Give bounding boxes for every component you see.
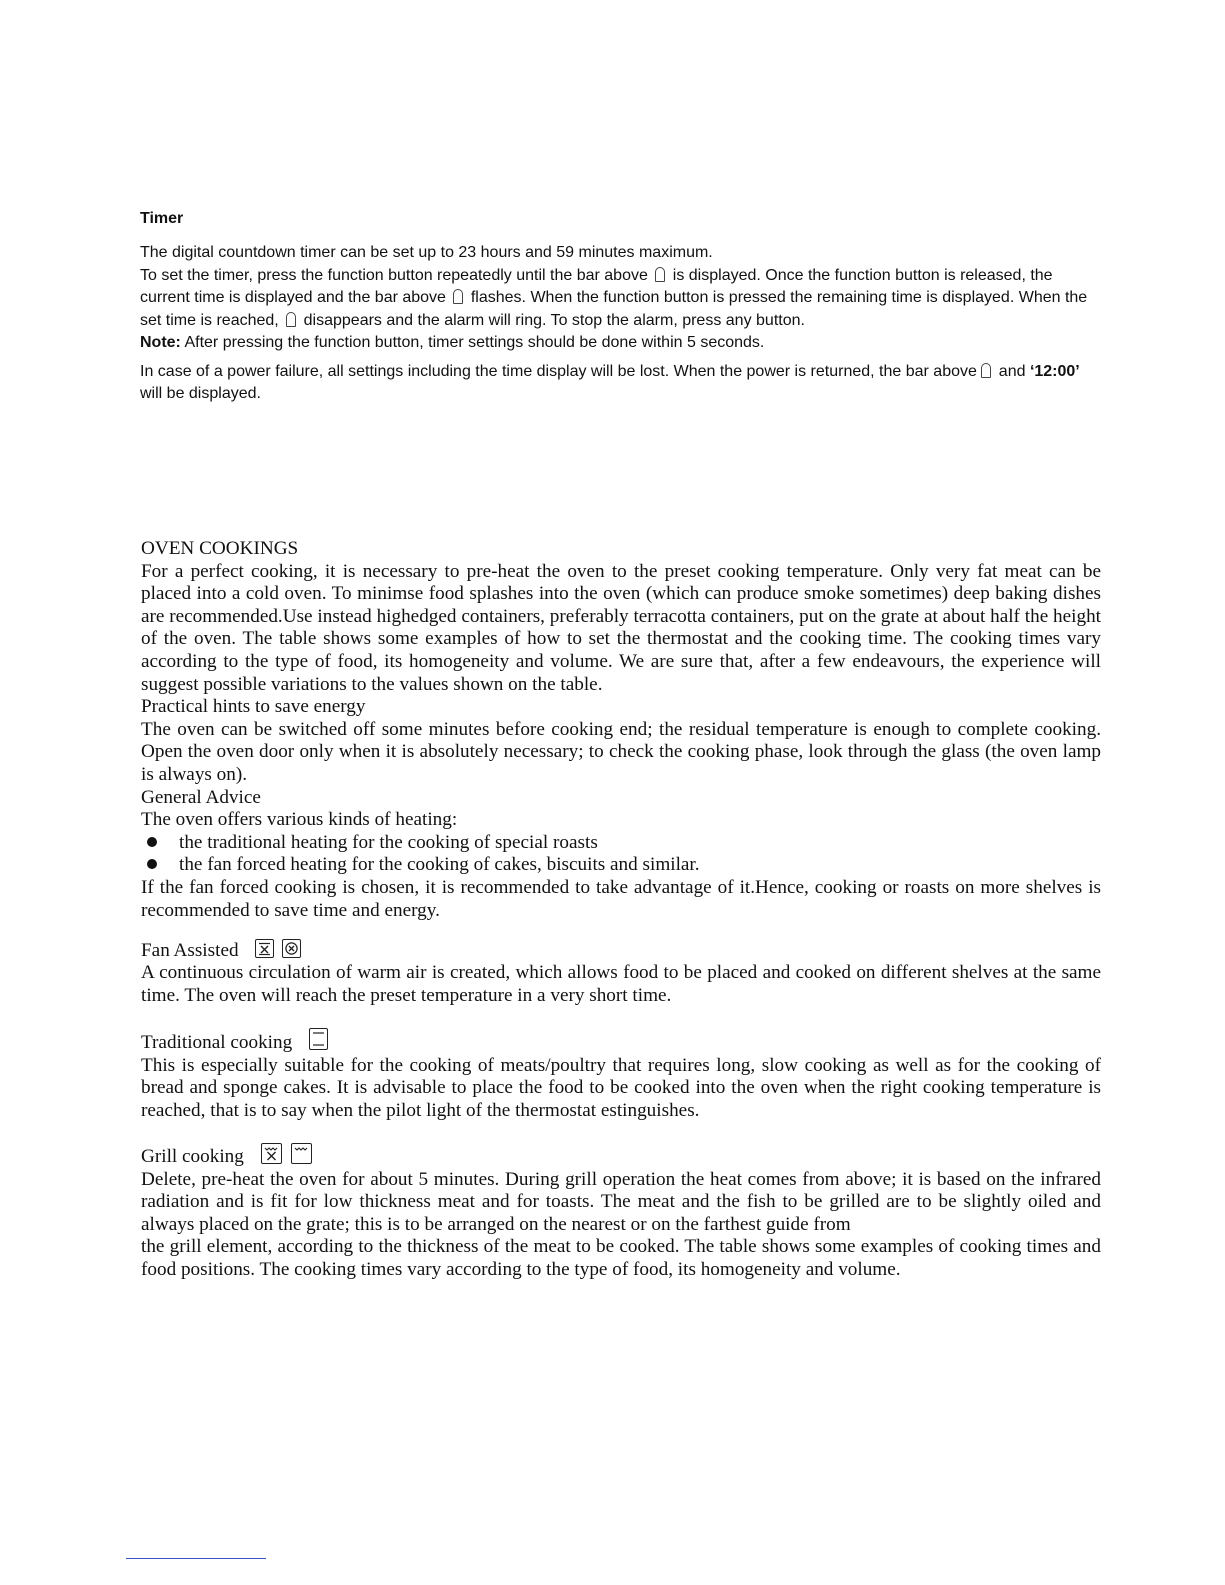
- note-text: After pressing the function button, timer settings should be done within 5 seconds.: [180, 334, 765, 351]
- timer-p3b-pre: and: [998, 362, 1030, 380]
- timer-p1-text: The digital countdown timer can be set up to 23 hours and 59 minutes maximum.: [140, 244, 713, 261]
- fan-assisted-text: A continuous circulation of warm air is created, which allows food to be placed and cooked on different shelves at the same time. The oven will reach the preset temperature in a very short time.: [141, 962, 1101, 1006]
- advice-intro: The oven offers various kinds of heating:: [141, 809, 458, 831]
- top-bottom-heat-icon: [309, 1028, 328, 1050]
- bullet-text: the fan forced heating for the cooking of cakes, biscuits and similar.: [179, 854, 700, 876]
- timer-p2c-text: flashes. When the function button is pressed the remaining time is displayed. When the set time is reached,: [140, 289, 1088, 329]
- oven-cookings-section: [141, 538, 1101, 1282]
- grill-heading-text: Grill cooking: [141, 1146, 244, 1168]
- fan-icon: [282, 939, 301, 958]
- timer-section: [140, 210, 1100, 406]
- bell-icon: [981, 363, 991, 378]
- grill-icon: [291, 1143, 312, 1164]
- grill-text-1: Delete, pre-heat the oven for about 5 minutes. During grill operation the heat comes from above; it is based on the infrared radiation and is fit for low thickness meat and for toasts. The meat and the fish to be grilled are to be slightly oiled and always placed on the grate; this is to be arranged on the nearest or on the farthest guide from: [141, 1168, 1101, 1235]
- timer-p3b-post: will be displayed.: [140, 385, 261, 402]
- footer-divider: [126, 1558, 266, 1559]
- bullet-text: the traditional heating for the cooking of special roasts: [179, 831, 598, 853]
- hints-heading: Practical hints to save energy: [141, 696, 366, 718]
- fan-grill-icon: [261, 1143, 282, 1164]
- timer-heading: Timer: [140, 210, 184, 227]
- bell-icon: [286, 312, 296, 327]
- timer-1200-value: ‘12:00’: [1029, 362, 1080, 380]
- traditional-cooking-text: This is especially suitable for the cooking of meats/poultry that requires long, slow cooking as well as for the cooking of bread and sponge cakes. It is advisable to place the food to be cooked into the oven when the right cooking temperature is reached, that is to say when the pilot light of the thermostat estinguishes.: [141, 1054, 1101, 1121]
- note-label: Note:: [140, 334, 181, 351]
- list-item: [141, 832, 1101, 855]
- traditional-cooking-heading: [141, 1028, 1101, 1055]
- bell-icon: [453, 289, 463, 304]
- timer-p3a-text: In case of a power failure, all settings including the time display will be lost. When the power is returned, the bar above: [140, 362, 977, 380]
- fan-heading-text: Fan Assisted: [141, 939, 239, 961]
- timer-note: [140, 332, 1100, 355]
- grill-cooking-heading: [141, 1143, 1101, 1169]
- timer-p2d-text: disappears and the alarm will ring. To stop the alarm, press any button.: [303, 311, 805, 329]
- timer-p2b-text: is displayed. Once the function button is released, the current time is displayed and the bar above: [140, 266, 1053, 306]
- hints-text: The oven can be switched off some minutes before cooking end; the residual temperature is enough to complete cooking. Open the oven door only when it is absolutely necessary; to check the cooking phase, look through the glass (the oven lamp is always on).: [141, 718, 1101, 785]
- grill-text-2: the grill element, according to the thickness of the meat to be cooked. The table shows some examples of cooking times and food positions. The cooking times vary according to the type of food, its homogeneity and volume.: [141, 1236, 1101, 1280]
- oven-heading: OVEN COOKINGS: [141, 538, 299, 559]
- oven-intro: For a perfect cooking, it is necessary to pre-heat the oven to the preset cooking temperature. Only very fat meat can be placed into a cold oven. To minimse food splashes into the oven (which can produce smoke sometimes) deep baking dishes are recommended.Use instead highedged containers, preferably terracotta containers, put on the grate at about half the height of the oven. The table shows some examples of how to set the thermostat and the cooking time. The cooking times vary according to the type of food, its homogeneity and volume. We are sure that, after a few endeavours, the experience will suggest possible variations to the values shown on the table.: [141, 560, 1101, 695]
- timer-paragraph-3: [140, 361, 1100, 406]
- bullet-icon: [147, 837, 157, 847]
- bullet-icon: [147, 859, 157, 869]
- advice-text: If the fan forced cooking is chosen, it is recommended to take advantage of it.Hence, cooking or roasts on more shelves is recommended to save time and energy.: [141, 876, 1101, 921]
- bell-icon: [655, 267, 665, 282]
- timer-paragraph-1: [140, 242, 1100, 265]
- timer-p2a-text: To set the timer, press the function button repeatedly until the bar above: [140, 266, 648, 284]
- list-item: [141, 854, 1101, 877]
- advice-heading: General Advice: [141, 786, 261, 808]
- fan-assisted-heading: [141, 939, 1101, 963]
- fan-grill-icon: [255, 939, 274, 958]
- timer-paragraph-2: [140, 265, 1100, 333]
- trad-heading-text: Traditional cooking: [141, 1032, 293, 1054]
